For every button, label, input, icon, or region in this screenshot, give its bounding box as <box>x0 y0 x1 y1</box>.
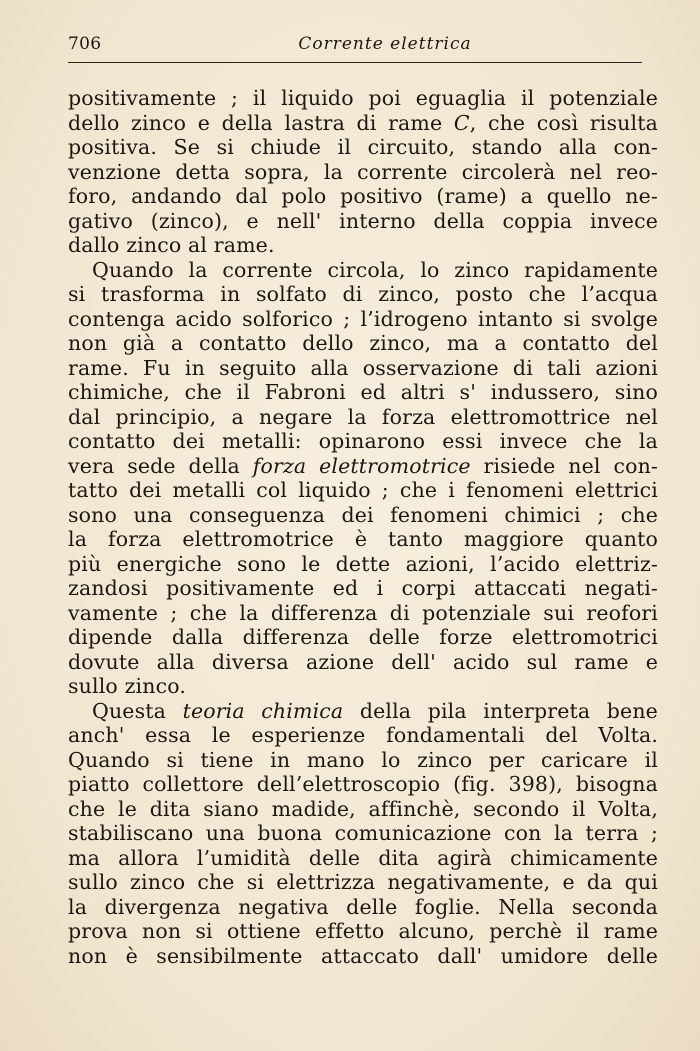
text-segment: sullo zinco che si elettrizza negativamente, e da qui <box>68 870 658 894</box>
text-line <box>68 209 658 234</box>
text-segment: gativo (zinco), e nell' interno della coppia invece <box>68 208 658 233</box>
text-line <box>68 797 658 822</box>
text-line <box>68 184 658 209</box>
text-segment: la divergenza negativa delle foglie. Nella seconda <box>68 894 658 919</box>
text-line <box>68 674 658 699</box>
text-line <box>68 625 658 650</box>
text-segment: Questa <box>92 698 183 723</box>
text-line <box>68 895 658 920</box>
text-line <box>68 650 658 675</box>
text-line <box>68 86 658 111</box>
text-segment: dallo zinco al rame. <box>68 233 275 257</box>
text-line <box>68 233 658 258</box>
text-segment: , che così risulta <box>469 110 658 135</box>
text-segment: rame. Fu in seguito alla osservazione di tali azioni <box>68 355 658 380</box>
text-line <box>68 552 658 577</box>
text-segment: piatto collettore dell’elettroscopio (fig. 398), bisogna <box>68 772 658 796</box>
text-segment: della pila interpreta bene <box>343 698 658 723</box>
text-segment: dipende dalla differenza delle forze elettromotrici <box>68 625 658 649</box>
text-line <box>68 601 658 626</box>
text-segment: tatto dei metalli col liquido ; che i fenomeni elettrici <box>68 478 658 502</box>
text-segment: Quando si tiene in mano lo zinco per caricare il <box>68 747 658 772</box>
text-line <box>68 135 658 160</box>
italic-text: teoria chimica <box>182 698 344 723</box>
text-segment: non è sensibilmente attaccato dall' umidore delle <box>68 943 658 968</box>
text-line <box>68 405 658 430</box>
text-line <box>68 478 658 503</box>
text-line <box>68 527 658 552</box>
text-segment: venzione detta sopra, la corrente circolerà nel reo- <box>68 159 658 184</box>
text-segment: Quando la corrente circola, lo zinco rapidamente <box>92 257 658 282</box>
text-segment: più energiche sono le dette azioni, l’acido elettriz- <box>68 551 658 576</box>
text-line <box>68 576 658 601</box>
text-segment: contenga acido solforico ; l’idrogeno intanto si svolge <box>68 306 658 331</box>
text-line <box>68 258 658 283</box>
text-line <box>68 380 658 405</box>
page-header <box>68 30 642 63</box>
text-segment: stabiliscano una buona comunicazione con la terra ; <box>68 821 658 845</box>
text-line <box>68 307 658 332</box>
text-segment: zandosi positivamente ed i corpi attaccati negati- <box>68 576 658 600</box>
text-line <box>68 160 658 185</box>
text-segment: risiede nel con- <box>470 453 658 478</box>
text-line <box>68 699 658 724</box>
text-segment: si trasforma in solfato di zinco, posto che l’acqua <box>68 282 658 306</box>
text-line <box>68 919 658 944</box>
text-line <box>68 846 658 871</box>
text-line <box>68 356 658 381</box>
text-segment: vera sede della <box>68 453 253 478</box>
text-line <box>68 772 658 797</box>
body-text <box>68 86 658 968</box>
text-segment: la forza elettromotrice è tanto maggiore quanto <box>68 527 658 551</box>
text-line <box>68 870 658 895</box>
text-segment: positiva. Se si chiude il circuito, stando alla con- <box>68 135 658 159</box>
italic-text: forza elettromotrice <box>252 453 471 478</box>
text-segment: foro, andando dal polo positivo (rame) a quello ne- <box>68 184 658 208</box>
text-segment: positivamente ; il liquido poi eguaglia il potenziale <box>68 86 658 110</box>
italic-text: C <box>453 110 470 135</box>
text-line <box>68 111 658 136</box>
text-segment: sono una conseguenza dei fenomeni chimici ; che <box>68 502 658 527</box>
text-segment: dovute alla diversa azione dell' acido sul rame e <box>68 649 658 674</box>
text-line <box>68 748 658 773</box>
text-segment: ma allora l’umidità delle dita agirà chimicamente <box>68 845 658 870</box>
text-segment: dello zinco e della lastra di rame <box>68 110 454 135</box>
text-line <box>68 503 658 528</box>
text-segment: vamente ; che la differenza di potenziale sui reofori <box>68 600 658 625</box>
text-segment: non già a contatto dello zinco, ma a contatto del <box>68 331 658 355</box>
text-line <box>68 723 658 748</box>
text-segment: dal principio, a negare la forza elettromottrice nel <box>68 404 658 429</box>
text-line <box>68 821 658 846</box>
text-line <box>68 331 658 356</box>
text-segment: prova non si ottiene effetto alcuno, perchè il rame <box>68 919 658 943</box>
text-line <box>68 454 658 479</box>
text-segment: sullo zinco. <box>68 674 187 698</box>
text-segment: anch' essa le esperienze fondamentali del Volta. <box>68 723 658 747</box>
text-segment: chimiche, che il Fabroni ed altri s' indussero, sino <box>68 380 658 404</box>
running-title: Corrente elettrica <box>298 34 472 54</box>
text-line <box>68 944 658 969</box>
text-line <box>68 282 658 307</box>
text-line <box>68 429 658 454</box>
page-number: 706 <box>68 34 102 54</box>
text-segment: che le dita siano madide, affinchè, secondo il Volta, <box>68 796 658 821</box>
text-segment: contatto dei metalli: opinarono essi invece che la <box>68 429 658 453</box>
